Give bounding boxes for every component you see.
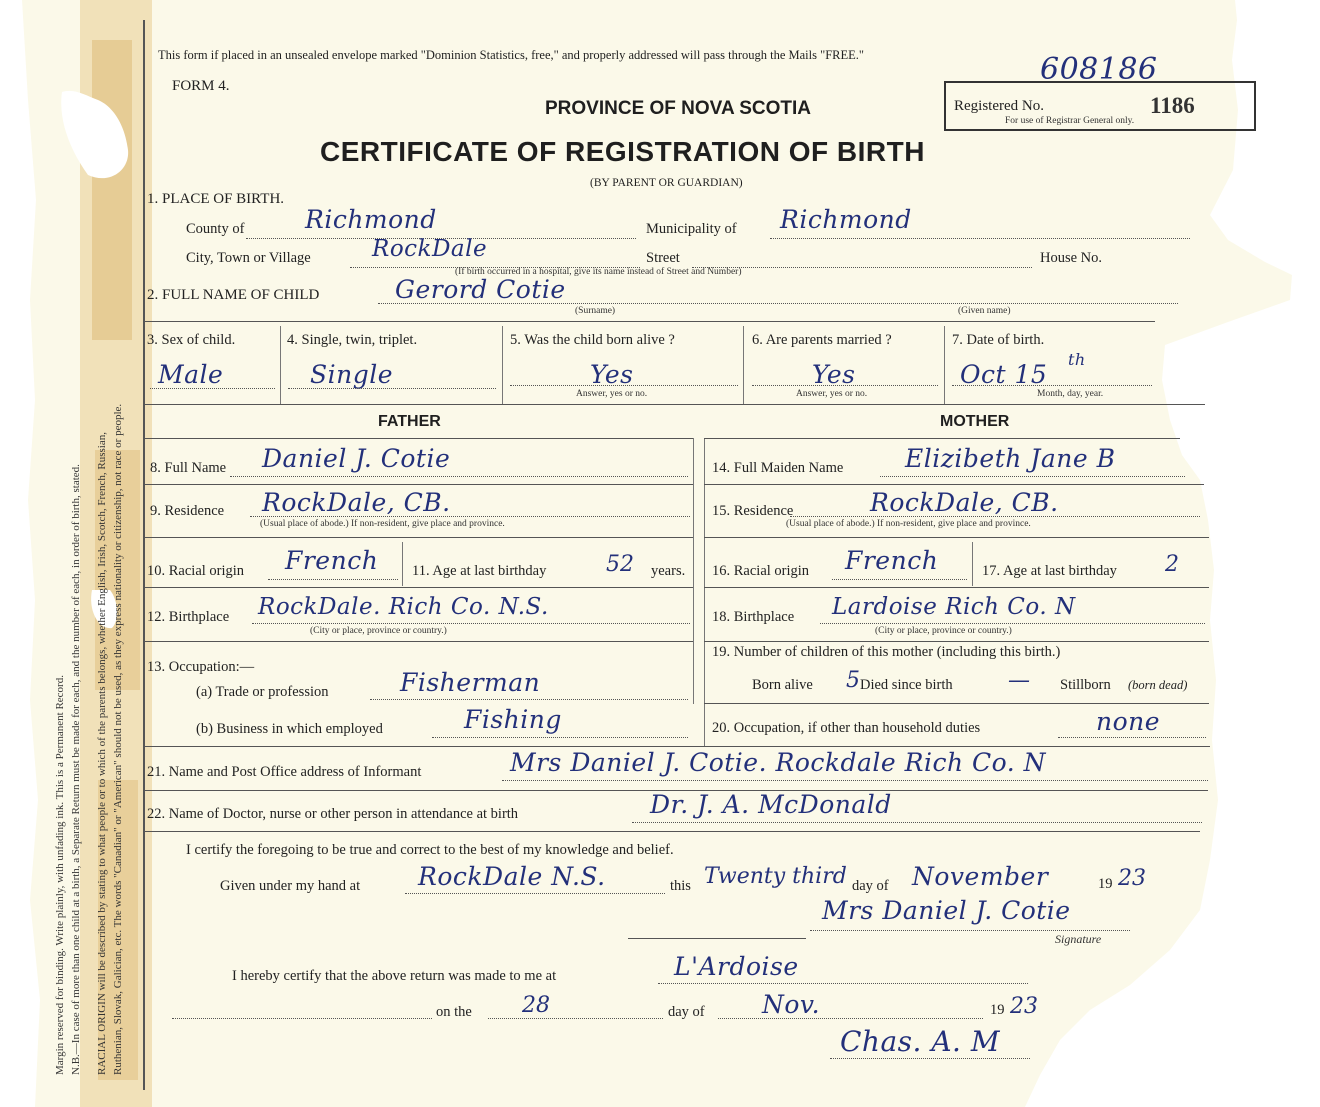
informant-label: 21. Name and Post Office address of Informant [147,764,422,780]
occupation-heading: 13. Occupation:— [147,659,255,675]
return-day-of-label: day of [668,1004,705,1020]
registered-label: Registered No. [954,98,1044,114]
stillborn-label: Stillborn [1060,677,1111,693]
trade-label: (a) Trade or profession [196,684,329,700]
died-since-birth-value: — [1008,668,1030,693]
mother-residence-value: RockDale, CB. [870,488,1059,517]
born-alive-note: Answer, yes or no. [576,389,648,399]
given-year-value: 23 [1118,866,1146,891]
born-alive-count-label: Born alive [752,677,813,693]
child-name-line [378,303,1178,304]
this-label: this [670,878,691,894]
mother-birthplace-line [820,623,1205,624]
date-of-birth-line [952,385,1152,386]
province-heading: PROVINCE OF NOVA SCOTIA [545,98,812,119]
date-of-birth-note: Month, day, year. [1037,389,1104,399]
stillborn-note: (born dead) [1128,678,1188,692]
mother-birthplace-note: (City or place, province or country.) [875,626,1012,636]
surname-note: (Surname) [575,306,616,316]
father-racial-origin-line [268,579,398,580]
return-year-value: 23 [1010,994,1038,1019]
date-of-birth-value: Oct 15 [960,360,1048,389]
doctor-bottom-border [145,831,1200,832]
parents-married-line [752,385,938,386]
father-birthplace-line [252,623,690,624]
divider-6 [944,326,945,404]
registrar-note: For use of Registrar General only. [1005,116,1135,126]
mother-residence-note: (Usual place of abode.) If non-resident, give place and province. [786,519,1031,529]
sex-label: 3. Sex of child. [147,332,236,348]
mother-racial-origin-line [832,579,967,580]
certificate-title: CERTIFICATE OF REGISTRATION OF BIRTH [320,136,925,167]
parents-top-border [145,404,1205,405]
mail-instructions: This form if placed in an unsealed envelope marked "Dominion Statistics, free," and properly addressed will pass through the Mails "FREE." [158,48,865,62]
mother-occupation-line [1058,737,1206,738]
born-alive-value: Yes [590,360,634,389]
margin-note-binding: Margin reserved for binding. Write plainly, with unfading ink. This is a Permanent Record. [54,675,66,1075]
father-name-line [230,476,688,477]
mother-residence-line [790,516,1200,517]
given-name-note: (Given name) [958,306,1011,316]
signature-line [810,930,1130,931]
given-month-value: November [912,862,1049,891]
municipality-line [770,238,1190,239]
mother-row-16-border [704,587,1209,588]
mother-row-18-border [704,641,1209,642]
mother-header-line [704,438,1180,439]
given-day-value: Twenty third [704,864,847,889]
return-day-value: 28 [522,993,550,1018]
doctor-label: 22. Name of Doctor, nurse or other person in attendance at birth [147,806,519,822]
parents-column-divider-left [693,438,694,704]
father-row-12-border [145,641,693,642]
registered-value: 1186 [1150,93,1195,118]
mother-name-value: Elizibeth Jane B [905,444,1116,473]
mother-residence-label: 15. Residence [712,503,794,519]
mother-name-label: 14. Full Maiden Name [712,460,844,476]
mother-name-line [880,476,1185,477]
divider-4 [502,326,503,404]
father-row-8-border [145,484,693,485]
mother-occupation-value: none [1096,707,1161,736]
return-statement: I hereby certify that the above return was made to me at [232,968,557,984]
sex-value: Male [158,360,224,389]
trade-line [370,699,688,700]
father-header-line [145,438,693,439]
born-alive-line [510,385,738,386]
parents-married-value: Yes [812,360,856,389]
trade-value: Fisherman [400,668,541,697]
date-of-birth-suffix: th [1068,350,1086,369]
father-age-unit: years. [651,563,686,579]
registrar-signature: Chas. A. M [840,1025,1001,1058]
mother-age-value: 2 [1165,552,1179,577]
father-residence-note: (Usual place of abode.) If non-resident, give place and province. [260,519,505,529]
return-month-value: Nov. [762,990,821,1019]
given-place-value: RockDale N.S. [418,862,606,891]
return-place-value: L'Ardoise [674,952,799,981]
business-line [432,737,688,738]
mother-birthplace-value: Lardoise Rich Co. N [832,594,1076,620]
handwritten-number: 608186 [1040,52,1158,87]
margin-note-multiple-births: N.B.—In case of more than one child at a birth, a Separate Return must be made for each, and the number of each, in order of birth, stated. [70,464,82,1075]
return-day-line [488,1018,663,1019]
father-row-9-border [145,537,693,538]
date-of-birth-label: 7. Date of birth. [952,332,1045,348]
certification-divider [628,938,806,939]
city-label: City, Town or Village [186,250,311,266]
city-value: RockDale [372,236,488,262]
street-label: Street [646,250,680,266]
child-name-value: Gerord Cotie [395,275,566,304]
mother-age-label: 17. Age at last birthday [982,563,1117,579]
father-birthplace-label: 12. Birthplace [147,609,230,625]
on-the-label: on the [436,1004,472,1020]
form-number: FORM 4. [172,78,230,94]
father-age-value: 52 [606,552,634,577]
row-top-border [145,321,1155,322]
house-number-label: House No. [1040,250,1103,266]
father-name-value: Daniel J. Cotie [262,444,451,473]
father-birthplace-note: (City or place, province or country.) [310,626,447,636]
doctor-line [632,822,1202,823]
given-year-prefix: 19 [1098,876,1113,892]
mother-birthplace-label: 18. Birthplace [712,609,795,625]
died-since-birth-label: Died since birth [860,677,953,693]
business-value: Fishing [464,705,562,734]
father-row-10-border [145,587,693,588]
parents-married-question: 6. Are parents married ? [752,332,892,348]
divider-3 [280,326,281,404]
doctor-value: Dr. J. A. McDonald [650,790,892,819]
municipality-label: Municipality of [646,221,737,237]
mother-row-14-border [704,484,1204,485]
informant-line [502,780,1208,781]
father-residence-value: RockDale, CB. [262,488,451,517]
place-of-birth-heading: 1. PLACE OF BIRTH. [147,191,285,207]
county-value: Richmond [305,205,437,234]
signature-label: Signature [1055,932,1102,946]
plurality-line [288,388,496,389]
informant-top-border [145,746,1210,747]
mother-row-19-border [704,703,1209,704]
divider-5 [743,326,744,404]
mother-occupation-label: 20. Occupation, if other than household duties [712,720,981,736]
day-of-label: day of [852,878,889,894]
business-label: (b) Business in which employed [196,721,383,737]
father-age-label: 11. Age at last birthday [412,563,547,579]
margin-note-racial-origin: RACIAL ORIGIN will be described by stating to what people or to which of the parents belongs, whether English, Irish, Scotch, French, Russian, [96,432,108,1075]
return-place-line [658,983,1028,984]
municipality-value: Richmond [780,205,912,234]
return-blank-line [172,1018,432,1019]
registrar-signature-line [830,1058,1030,1059]
father-age-divider [402,542,403,586]
given-under-label: Given under my hand at [220,878,361,894]
informant-signature: Mrs Daniel J. Cotie [822,896,1071,925]
street-line [692,267,1032,268]
return-month-line [718,1018,983,1019]
children-count-label: 19. Number of children of this mother (including this birth.) [712,644,1061,660]
sex-line [150,388,275,389]
hospital-note: (If birth occurred in a hospital, give its name instead of Street and Number) [455,267,742,277]
certificate-subtitle: (BY PARENT OR GUARDIAN) [590,177,743,189]
father-heading: FATHER [378,413,441,430]
father-name-label: 8. Full Name [150,460,227,476]
mother-heading: MOTHER [940,413,1010,430]
certify-statement: I certify the foregoing to be true and correct to the best of my knowledge and belief. [186,842,674,858]
plurality-label: 4. Single, twin, triplet. [287,332,418,348]
parents-married-note: Answer, yes or no. [796,389,868,399]
mother-row-15-border [704,537,1209,538]
child-name-label: 2. FULL NAME OF CHILD [147,287,320,303]
father-racial-origin-label: 10. Racial origin [147,563,245,579]
margin-note-nationality: Ruthenian, Slovak, Galician, etc. The words "Canadian" or "American" should not be used, as they express nationality or citizenship, not race or people. [112,403,124,1075]
father-racial-origin-value: French [285,546,379,575]
mother-racial-origin-label: 16. Racial origin [712,563,810,579]
father-residence-label: 9. Residence [150,503,225,519]
given-place-line [405,893,665,894]
born-alive-question: 5. Was the child born alive ? [510,332,675,348]
mother-age-divider [972,542,973,586]
plurality-value: Single [310,360,394,389]
father-residence-line [250,516,690,517]
mother-racial-origin-value: French [845,546,939,575]
father-birthplace-value: RockDale. Rich Co. N.S. [258,594,549,620]
informant-value: Mrs Daniel J. Cotie. Rockdale Rich Co. N [510,748,1047,777]
return-year-prefix: 19 [990,1002,1005,1018]
born-alive-count-value: 5 [846,668,860,693]
county-label: County of [186,221,245,237]
